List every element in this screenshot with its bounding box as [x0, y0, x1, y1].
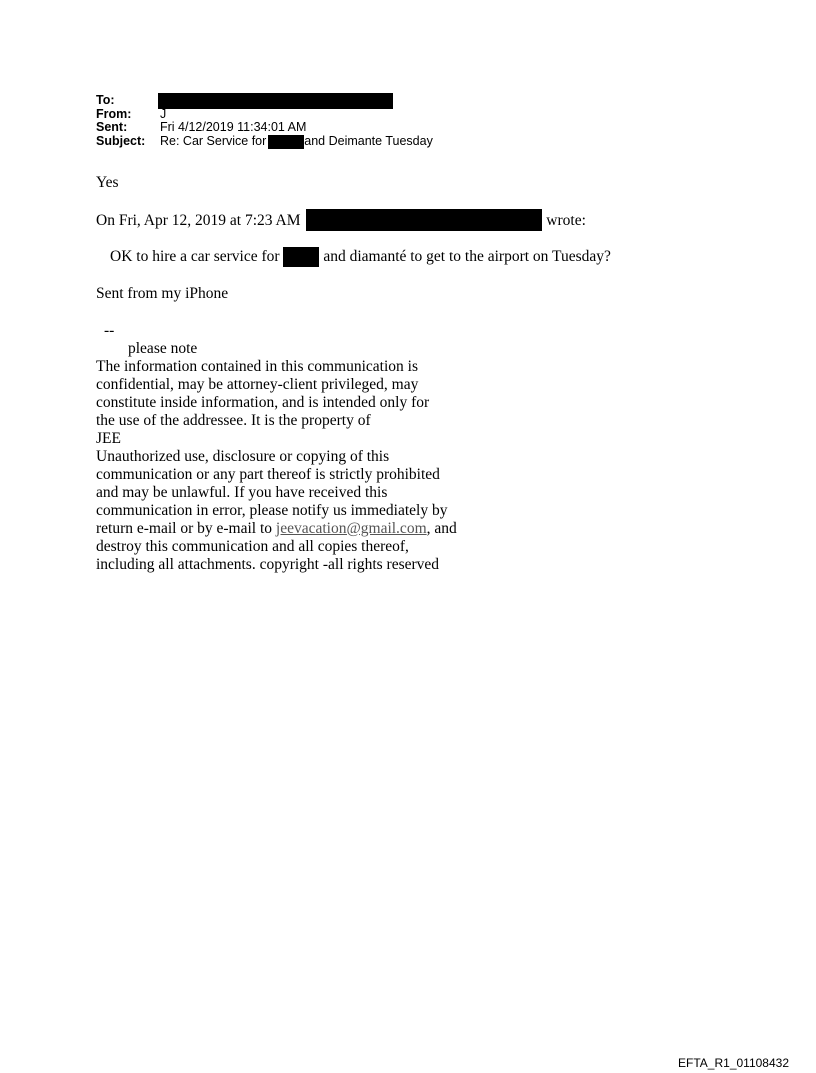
to-label: To: [96, 93, 115, 107]
disclaimer-heading: please note [128, 340, 198, 357]
quote-intro-prefix: On Fri, Apr 12, 2019 at 7:23 AM [96, 212, 301, 229]
sent-label: Sent: [96, 120, 128, 134]
quoted-message [110, 248, 611, 267]
redaction-bar [158, 93, 393, 109]
redaction-bar [283, 247, 319, 267]
from-value: J [160, 106, 167, 121]
disclaimer-line-prefix: return e-mail or by e-mail to [96, 520, 273, 537]
disclaimer-line: constitute inside information, and is intended only for [96, 394, 430, 411]
disclaimer-line: confidential, may be attorney-client privileged, may [96, 376, 419, 393]
disclaimer-line: communication or any part thereof is strictly prohibited [96, 466, 440, 483]
disclaimer-line: destroy this communication and all copies thereof, [96, 538, 409, 555]
reply-text: Yes [96, 174, 119, 191]
email-link[interactable]: jeevacation@gmail.com [275, 520, 427, 537]
disclaimer-line: communication in error, please notify us immediately by [96, 502, 448, 519]
subject-value [160, 135, 433, 149]
disclaimer-line: the use of the addressee. It is the property of [96, 412, 371, 429]
quote-intro-suffix: wrote: [546, 212, 586, 229]
quote-intro [96, 212, 586, 231]
subject-label: Subject: [96, 133, 146, 148]
quoted-message-suffix: and diamanté to get to the airport on Tuesday? [323, 248, 611, 265]
to-redaction [158, 93, 393, 109]
from-label: From: [96, 106, 132, 121]
disclaimer-dashes: -- [104, 322, 115, 339]
disclaimer-line: including all attachments. copyright -all rights reserved [96, 556, 440, 573]
disclaimer-line: and may be unlawful. If you have received this [96, 484, 388, 501]
disclaimer-body [96, 358, 457, 574]
subject-prefix: Re: Car Service for [160, 133, 267, 148]
document-id: EFTA_R1_01108432 [678, 1056, 789, 1070]
disclaimer-line: JEE [96, 430, 121, 447]
redaction-bar [306, 209, 542, 231]
disclaimer-line: Unauthorized use, disclosure or copying of this [96, 448, 390, 465]
disclaimer-line [96, 520, 457, 538]
disclaimer-line: The information contained in this communication is [96, 358, 418, 375]
quote-signature: Sent from my iPhone [96, 285, 229, 302]
sent-value: Fri 4/12/2019 11:34:01 AM [160, 120, 307, 134]
subject-suffix: and Deimante Tuesday [304, 133, 433, 148]
disclaimer-line-suffix: , and [426, 520, 457, 537]
quoted-message-prefix: OK to hire a car service for [110, 248, 280, 265]
redaction-bar [268, 135, 304, 149]
